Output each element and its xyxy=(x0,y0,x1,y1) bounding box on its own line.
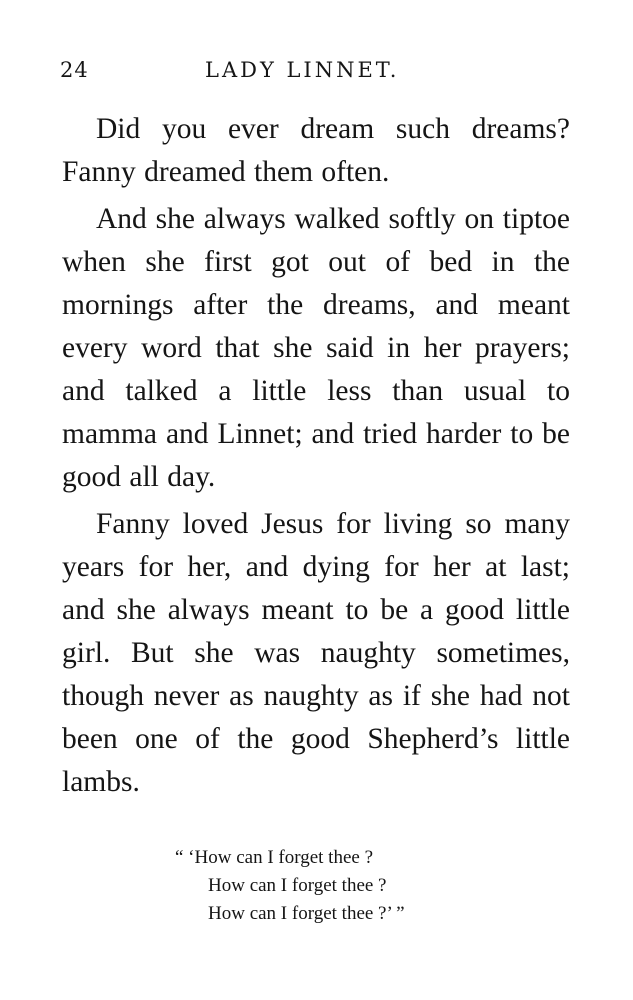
page-number: 24 xyxy=(60,58,89,82)
running-title: LADY LINNET. xyxy=(205,58,400,82)
paragraph-1: Did you ever dream such dreams? Fanny dreamed them often. xyxy=(62,113,570,188)
body-text xyxy=(62,108,570,808)
verse-line-3: How can I forget thee ?’ ” xyxy=(208,903,405,924)
paragraph-2: And she always walked softly on tiptoe when she first got out of bed in the mornings after the dreams, and meant every word that she said in her prayers; and talked a little less than usual to mamma and Linnet; and tried harder to be good all day. xyxy=(62,203,570,493)
verse-line-1: “ ‘How can I forget thee ? xyxy=(175,847,373,868)
page-header xyxy=(60,58,580,90)
verse-line-2: How can I forget thee ? xyxy=(208,875,387,896)
paragraph-3: Fanny loved Jesus for living so many years for her, and dying for her at last; and she always meant to be a good little girl. But she was naughty sometimes, though never as naughty as if she had not been one of the good Shepherd’s little lambs. xyxy=(62,508,570,798)
verse-quote xyxy=(175,844,535,928)
